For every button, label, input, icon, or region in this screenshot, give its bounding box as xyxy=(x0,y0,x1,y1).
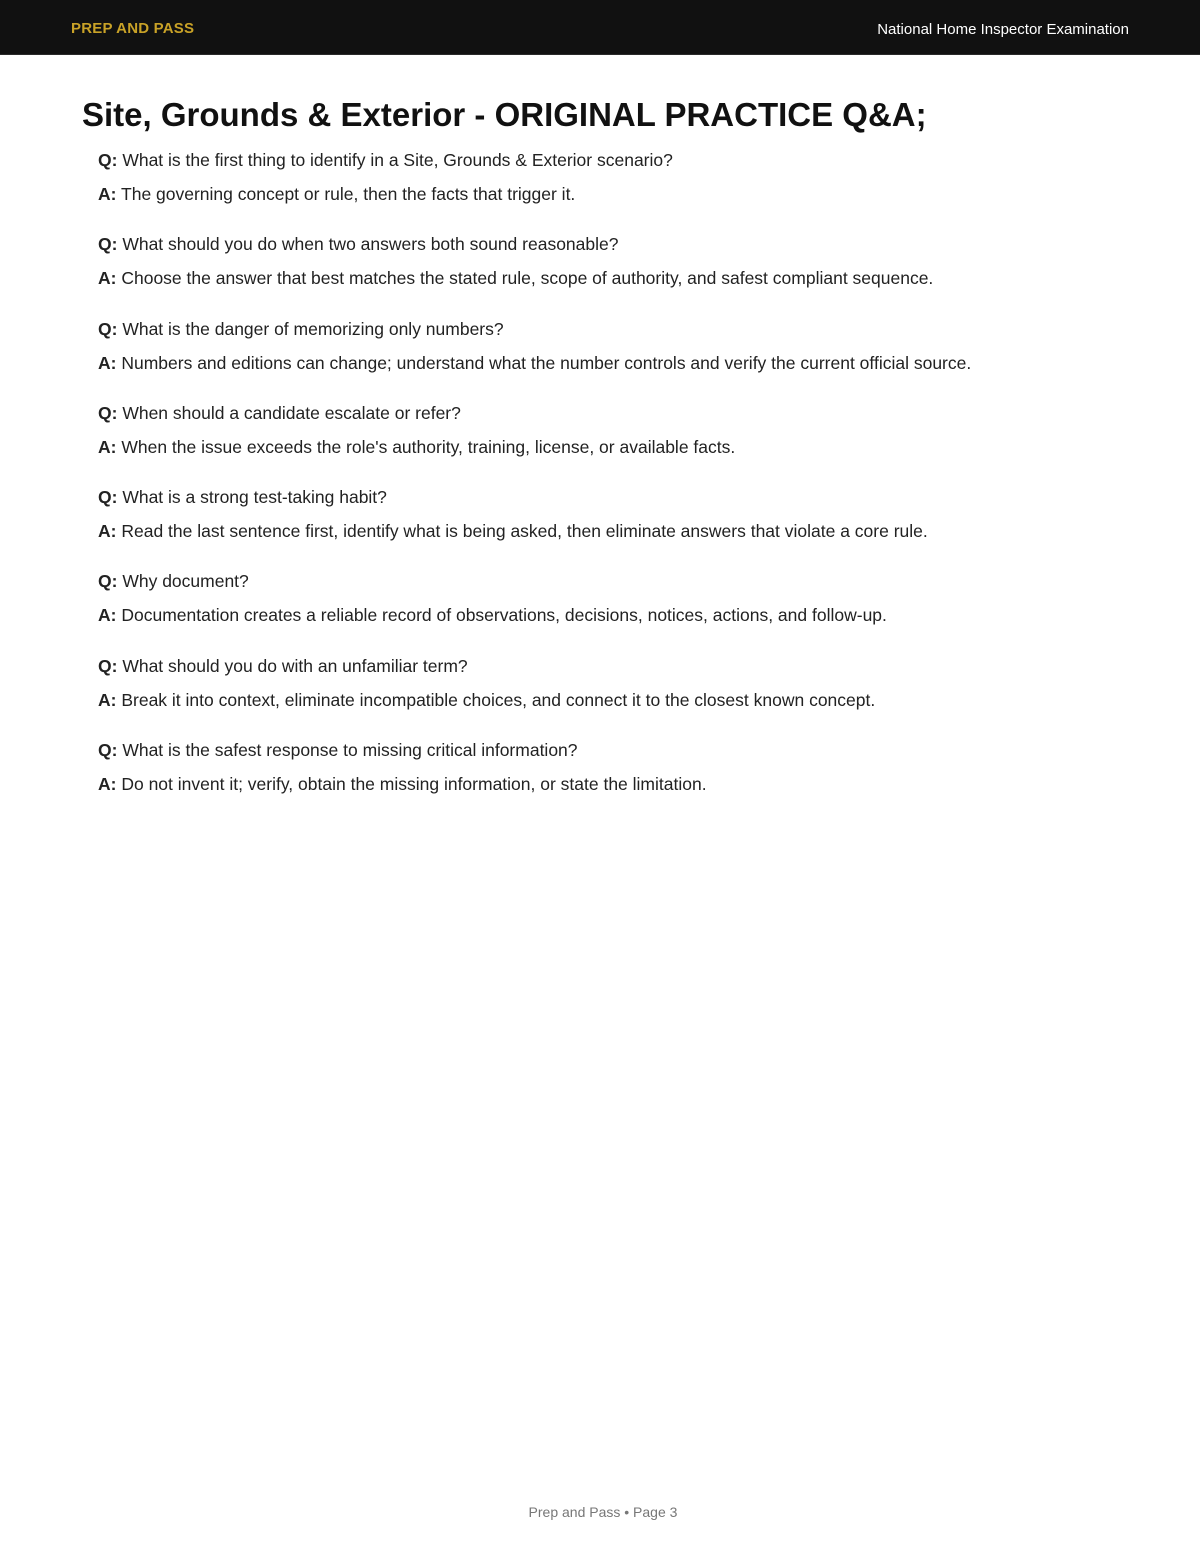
question-prefix: Q: xyxy=(98,318,118,339)
question-text: What is the safest response to missing critical information? xyxy=(122,740,578,761)
qa-item xyxy=(98,318,1138,402)
answer-prefix: A: xyxy=(98,521,117,542)
answer-text: Choose the answer that best matches the stated rule, scope of authority, and safest compliant sequence. xyxy=(121,268,934,289)
question-prefix: Q: xyxy=(98,740,118,761)
qa-item xyxy=(98,486,1138,570)
question-prefix: Q: xyxy=(98,234,118,255)
answer-prefix: A: xyxy=(98,352,117,373)
question-line xyxy=(98,739,1138,761)
answer-line xyxy=(98,520,1138,542)
question-prefix: Q: xyxy=(98,150,118,170)
question-text: Why document? xyxy=(122,571,249,592)
answer-line xyxy=(98,352,1138,374)
question-line xyxy=(98,318,1138,340)
question-line xyxy=(98,233,1138,255)
answer-prefix: A: xyxy=(98,689,117,710)
answer-prefix: A: xyxy=(98,605,117,626)
answer-line xyxy=(98,773,1138,795)
answer-text: Numbers and editions can change; understand what the number controls and verify the current official source. xyxy=(121,352,972,373)
answer-line xyxy=(98,436,1138,458)
answer-prefix: A: xyxy=(98,268,117,289)
question-line xyxy=(98,486,1138,508)
qa-item xyxy=(98,149,1138,233)
answer-line xyxy=(98,183,1138,205)
answer-prefix: A: xyxy=(98,184,117,204)
qa-item xyxy=(98,233,1138,317)
answer-line xyxy=(98,689,1138,711)
question-prefix: Q: xyxy=(98,655,118,676)
question-text: When should a candidate escalate or refer? xyxy=(122,402,461,423)
qa-item xyxy=(98,570,1138,654)
question-text: What is a strong test-taking habit? xyxy=(122,487,387,508)
brand-logo-text: PREP AND PASS xyxy=(71,20,195,37)
question-text: What should you do when two answers both sound reasonable? xyxy=(122,234,619,255)
qa-list xyxy=(98,149,1138,823)
question-text: What is the first thing to identify in a Site, Grounds & Exterior scenario? xyxy=(122,150,673,170)
question-prefix: Q: xyxy=(98,487,118,508)
qa-item xyxy=(98,655,1138,739)
question-line xyxy=(98,149,1138,171)
exam-name: National Home Inspector Examination xyxy=(877,21,1129,38)
qa-item xyxy=(98,402,1138,486)
question-line xyxy=(98,402,1138,424)
question-text: What should you do with an unfamiliar term? xyxy=(122,655,468,676)
answer-prefix: A: xyxy=(98,436,117,457)
page-title: Site, Grounds & Exterior - ORIGINAL PRACTICE Q&A; xyxy=(82,96,927,133)
answer-text: Do not invent it; verify, obtain the missing information, or state the limitation. xyxy=(121,774,707,795)
qa-item xyxy=(98,739,1138,823)
question-prefix: Q: xyxy=(98,402,118,423)
question-prefix: Q: xyxy=(98,571,118,592)
top-header-bar xyxy=(0,0,1200,55)
footer-text: Prep and Pass • Page 3 xyxy=(528,1504,678,1520)
page-footer xyxy=(0,1503,1200,1521)
answer-text: Read the last sentence first, identify what is being asked, then eliminate answers that violate a core rule. xyxy=(121,521,928,542)
answer-text: Documentation creates a reliable record of observations, decisions, notices, actions, and follow-up. xyxy=(121,605,887,626)
question-line xyxy=(98,570,1138,592)
answer-text: When the issue exceeds the role's authority, training, license, or available facts. xyxy=(121,436,736,457)
answer-line xyxy=(98,267,1138,289)
answer-text: Break it into context, eliminate incompatible choices, and connect it to the closest known concept. xyxy=(121,689,876,710)
answer-line xyxy=(98,604,1138,626)
answer-text: The governing concept or rule, then the facts that trigger it. xyxy=(121,184,576,204)
question-line xyxy=(98,655,1138,677)
answer-prefix: A: xyxy=(98,774,117,795)
question-text: What is the danger of memorizing only numbers? xyxy=(122,318,504,339)
